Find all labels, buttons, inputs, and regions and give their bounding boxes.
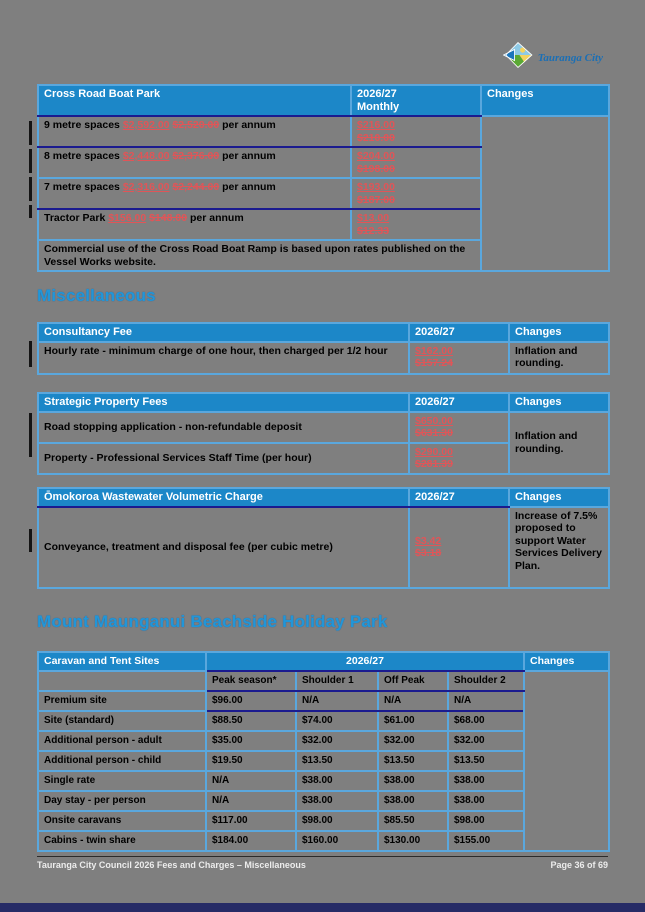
table-row xyxy=(38,751,609,771)
monthly-fee: $13.00 $12.33 xyxy=(351,209,481,240)
season-header: Peak season* xyxy=(206,671,296,691)
change-bar xyxy=(29,341,32,367)
rate-cell: $85.50 xyxy=(378,811,448,831)
table-header-row xyxy=(38,652,609,671)
table-row xyxy=(38,412,609,443)
rate-cell: $13.50 xyxy=(296,751,378,771)
site-label: Additional person - child xyxy=(38,751,206,771)
change-bar xyxy=(29,413,32,457)
omokoroa-changes-header: Changes xyxy=(509,488,609,507)
holiday-park-heading: Mount Maunganui Beachside Holiday Park xyxy=(37,612,388,631)
table-row xyxy=(38,831,609,851)
omokoroa-title: Ōmokoroa Wastewater Volumetric Charge xyxy=(38,488,409,507)
changes-cell: Inflation and rounding. xyxy=(509,412,609,474)
cross-road-boat-park-table xyxy=(37,84,610,272)
rate-cell: $61.00 xyxy=(378,711,448,731)
rate-cell: $13.50 xyxy=(448,751,524,771)
season-header: Shoulder 2 xyxy=(448,671,524,691)
table-row xyxy=(38,342,609,374)
season-header: Off Peak xyxy=(378,671,448,691)
rate-cell: $38.00 xyxy=(448,791,524,811)
strategic-property-fees-table xyxy=(37,392,610,475)
fee-value: $162.00 $157.24 xyxy=(409,342,509,374)
table-header-row xyxy=(38,488,609,507)
footer-divider xyxy=(37,856,608,857)
table-row xyxy=(38,691,609,711)
change-bar xyxy=(29,177,32,201)
council-logo-text: Tauranga City xyxy=(537,51,603,64)
site-label: Site (standard) xyxy=(38,711,206,731)
site-label: Additional person - adult xyxy=(38,731,206,751)
rate-cell: $68.00 xyxy=(448,711,524,731)
bottom-navy-bar xyxy=(0,903,645,912)
rate-cell: $19.50 xyxy=(206,751,296,771)
consultancy-changes-header: Changes xyxy=(509,323,609,342)
monthly-fee: $193.00 $187.00 xyxy=(351,178,481,209)
rate-cell: $13.50 xyxy=(378,751,448,771)
rate-cell: N/A xyxy=(206,791,296,811)
site-label: Day stay - per person xyxy=(38,791,206,811)
boat-park-changes-header: Changes xyxy=(481,85,609,116)
fee-description: Hourly rate - minimum charge of one hour, then charged per 1/2 hour xyxy=(38,342,409,374)
table-row xyxy=(38,731,609,751)
table-row xyxy=(38,507,609,588)
rate-cell: N/A xyxy=(296,691,378,711)
fee-value: $3.42 $3.18 xyxy=(409,507,509,588)
boat-park-title: Cross Road Boat Park xyxy=(38,85,351,116)
rate-cell: $38.00 xyxy=(378,771,448,791)
fee-description: 7 metre spaces $2,316.00 $2,244.00 per annum xyxy=(38,178,351,209)
table-header-row xyxy=(38,323,609,342)
miscellaneous-heading: Miscellaneous xyxy=(37,286,156,305)
consultancy-title: Consultancy Fee xyxy=(38,323,409,342)
fee-description: Property - Professional Services Staff Time (per hour) xyxy=(38,443,409,474)
season-header: Shoulder 1 xyxy=(296,671,378,691)
holiday-title: Caravan and Tent Sites xyxy=(38,652,206,671)
site-label: Premium site xyxy=(38,691,206,711)
rate-cell: $160.00 xyxy=(296,831,378,851)
rate-cell: $155.00 xyxy=(448,831,524,851)
council-logo-icon xyxy=(503,42,533,73)
holiday-year-header: 2026/27 xyxy=(206,652,524,671)
change-bar xyxy=(29,121,32,145)
consultancy-year-header: 2026/27 xyxy=(409,323,509,342)
caravan-tent-sites-table xyxy=(37,651,610,852)
rate-cell: $184.00 xyxy=(206,831,296,851)
monthly-fee: $204.00 $198.00 xyxy=(351,147,481,178)
boat-park-year-header: 2026/27 Monthly xyxy=(351,85,481,116)
council-logo xyxy=(503,42,603,73)
rate-cell: $32.00 xyxy=(296,731,378,751)
fee-value: $650.00 $631.30 xyxy=(409,412,509,443)
strategic-changes-header: Changes xyxy=(509,393,609,412)
monthly-fee: $216.00 $210.00 xyxy=(351,116,481,147)
change-bar xyxy=(29,529,32,552)
consultancy-fee-table xyxy=(37,322,610,375)
table-header-row xyxy=(38,393,609,412)
season-subheader-row xyxy=(38,671,609,691)
fee-description: Road stopping application - non-refundable deposit xyxy=(38,412,409,443)
rate-cell: $117.00 xyxy=(206,811,296,831)
table-row xyxy=(38,811,609,831)
changes-cell-empty xyxy=(524,671,609,851)
site-label: Onsite caravans xyxy=(38,811,206,831)
fee-value: $290.00 $281.39 xyxy=(409,443,509,474)
boat-ramp-note: Commercial use of the Cross Road Boat Ramp is based upon rates published on the Vessel Works website. xyxy=(38,240,481,271)
rate-cell: $32.00 xyxy=(378,731,448,751)
footer-document-title: Tauranga City Council 2026 Fees and Charges – Miscellaneous xyxy=(37,860,306,870)
rate-cell: $35.00 xyxy=(206,731,296,751)
rate-cell: $32.00 xyxy=(448,731,524,751)
rate-cell: N/A xyxy=(206,771,296,791)
changes-cell: Increase of 7.5% proposed to support Water Services Delivery Plan. xyxy=(509,507,609,588)
table-row xyxy=(38,791,609,811)
rate-cell: N/A xyxy=(448,691,524,711)
change-bar xyxy=(29,205,32,218)
change-bar xyxy=(29,149,32,173)
rate-cell: N/A xyxy=(378,691,448,711)
table-row xyxy=(38,771,609,791)
strategic-year-header: 2026/27 xyxy=(409,393,509,412)
strategic-title: Strategic Property Fees xyxy=(38,393,409,412)
rate-cell: $96.00 xyxy=(206,691,296,711)
holiday-changes-header: Changes xyxy=(524,652,609,671)
rate-cell: $38.00 xyxy=(296,771,378,791)
table-row xyxy=(38,711,609,731)
rate-cell: $130.00 xyxy=(378,831,448,851)
site-label: Single rate xyxy=(38,771,206,791)
omokoroa-year-header: 2026/27 xyxy=(409,488,509,507)
fee-description: 9 metre spaces $2,592.00 $2,520.00 per annum xyxy=(38,116,351,147)
fee-description: Conveyance, treatment and disposal fee (per cubic metre) xyxy=(38,507,409,588)
rate-cell: $38.00 xyxy=(448,771,524,791)
omokoroa-wastewater-table xyxy=(37,487,610,589)
fee-description: 8 metre spaces $2,448.00 $2,376.00 per annum xyxy=(38,147,351,178)
subheader-empty-cell xyxy=(38,671,206,691)
rate-cell: $88.50 xyxy=(206,711,296,731)
rate-cell: $38.00 xyxy=(296,791,378,811)
footer-page-number: Page 36 of 69 xyxy=(550,860,608,870)
changes-cell: Inflation and rounding. xyxy=(509,342,609,374)
table-header-row xyxy=(38,85,609,116)
fee-description: Tractor Park $156.00 $148.00 per annum xyxy=(38,209,351,240)
site-label: Cabins - twin share xyxy=(38,831,206,851)
rate-cell: $38.00 xyxy=(378,791,448,811)
rate-cell: $98.00 xyxy=(448,811,524,831)
rate-cell: $98.00 xyxy=(296,811,378,831)
rate-cell: $74.00 xyxy=(296,711,378,731)
changes-cell-empty xyxy=(481,116,609,271)
table-row xyxy=(38,116,609,147)
